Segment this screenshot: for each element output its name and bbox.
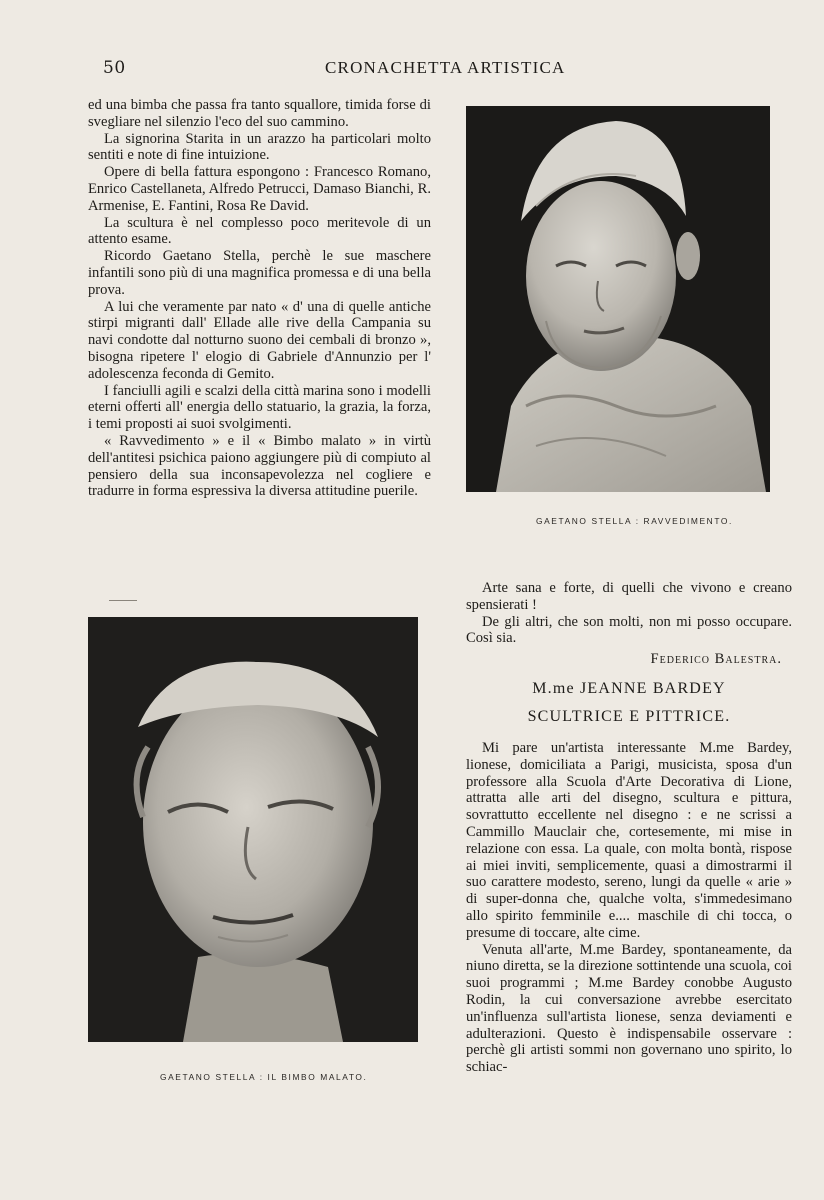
sculpture-photo-bimbo-malato bbox=[88, 617, 418, 1042]
paragraph: « Ravvedimento » e il « Bimbo malato » in virtù dell'antitesi psichica paiono aggiungere più di compiuto al pensiero della sua inconsapevolezza nel cogliere e tradurre in forma espressiva la diversa attitudine puerile. bbox=[88, 432, 431, 500]
paragraph: Mi pare un'artista interessante M.me Bardey, lionese, domiciliata a Parigi, musicista, sposa d'un professore alla Scuola d'Arte Decorativa di Lione, attratta alle arti del disegno, scultura e pittura, sovrattutto eccellente nel disegno : e ne scrissi a Cammillo Mauclair che, cortesemente, mi mise in relazione con essa. La quale, con molta bontà, rispose ai miei inviti, semplicemente, quasi a dimostrarmi il suo carattere modesto, sereno, lungi da quelle « arie » di super-donna che, qualche volta, s'immedesimano allo spirito femminile e.... maschile di chi tocca, o presume di toccare, alte cime. bbox=[466, 740, 792, 941]
photo-caption-top: GAETANO STELLA : RAVVEDIMENTO. bbox=[536, 516, 733, 526]
right-column-closing-text bbox=[466, 580, 792, 668]
paragraph: De gli altri, che son molti, non mi posso occupare. Così sia. bbox=[466, 613, 792, 647]
paragraph: Arte sana e forte, di quelli che vivono e creano spensierati ! bbox=[466, 580, 792, 613]
author-signature: Federico Balestra. bbox=[650, 651, 782, 668]
paragraph: La scultura è nel complesso poco meritevole di un attento esame. bbox=[88, 214, 431, 248]
paragraph: Opere di bella fattura espongono : Francesco Romano, Enrico Castellaneta, Alfredo Petrucci, Damaso Bianchi, R. Armenise, E. Fantini, Rosa Re David. bbox=[88, 164, 431, 214]
paragraph: Venuta all'arte, M.me Bardey, spontaneamente, da niuno diretta, se la direzione sottintende una scuola, coi suoi programmi ; M.me Bardey conobbe Augusto Rodin, la cui conversazione avrebbe esercitato un'influenza sull'artista lionese, senza deviamenti e adulterazioni. Questo è indispensabile osservare : perchè gli artisti sommi non governano uno spirito, lo schiac- bbox=[466, 941, 792, 1076]
paragraph: I fanciulli agili e scalzi della città marina sono i modelli eterni offerti all' energia dello statuario, la grazia, la forza, i temi proposti ai suoi svolgimenti. bbox=[88, 382, 431, 433]
paragraph: A lui che veramente par nato « d' una di quelle antiche stirpi migranti dall' Ellade alle rive della Campania su navi condotte dal notturno suono dei cembali di bronzo », bisogna ripetere l' elogio di Gabriele d'Annunzio per l' adolescenza feconda di Gemito. bbox=[88, 298, 431, 382]
sculpture-photo-ravvedimento bbox=[466, 106, 770, 492]
paragraph: La signorina Starita in un arazzo ha particolari molto sentiti e note di fine intuizione. bbox=[88, 130, 431, 164]
page-number: 50 bbox=[103, 58, 126, 78]
running-header-title: CRONACHETTA ARTISTICA bbox=[325, 58, 566, 77]
left-column-text bbox=[88, 97, 431, 500]
article-heading-name: M.me JEANNE BARDEY bbox=[532, 680, 726, 697]
separator-dash bbox=[109, 600, 137, 601]
paragraph: ed una bimba che passa fra tanto squallore, timida forse di svegliare nel silenzio l'eco del suo cammino. bbox=[88, 97, 431, 130]
article-body bbox=[466, 740, 792, 1076]
paragraph: Ricordo Gaetano Stella, perchè le sue maschere infantili sono più di una magnifica promessa e di una bella prova. bbox=[88, 248, 431, 298]
photo-caption-bottom: GAETANO STELLA : IL BIMBO MALATO. bbox=[160, 1072, 368, 1082]
article-heading-subtitle: SCULTRICE E PITTRICE. bbox=[527, 708, 731, 725]
